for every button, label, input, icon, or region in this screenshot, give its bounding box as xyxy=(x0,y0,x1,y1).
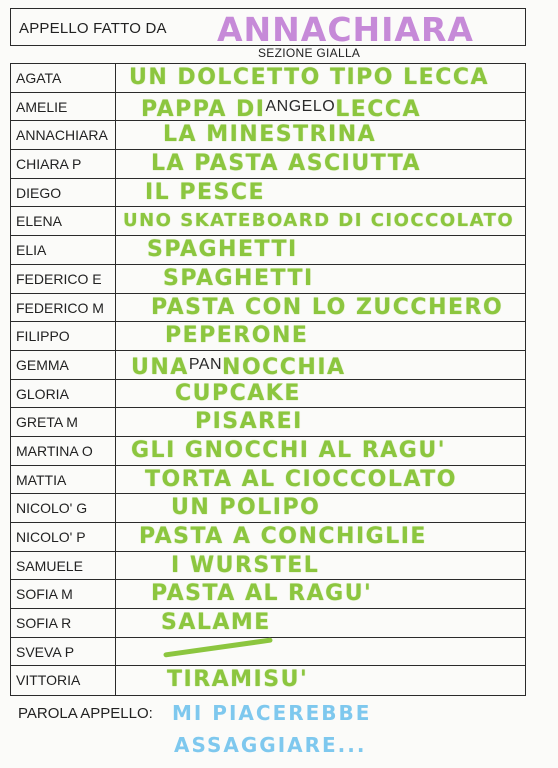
section-title: SEZIONE GIALLA xyxy=(258,46,361,60)
student-name: AGATA xyxy=(11,64,116,92)
student-name: FEDERICO M xyxy=(11,294,116,322)
table-row xyxy=(11,236,525,265)
table-row xyxy=(11,437,525,466)
header-label: APPELLO FATTO DA xyxy=(19,20,167,37)
answer-text: GLI GNOCCHI AL RAGU' xyxy=(131,437,446,463)
footer-phrase xyxy=(172,697,371,761)
student-name: SVEVA P xyxy=(11,638,116,666)
answer-text: PASTA CON LO ZUCCHERO xyxy=(151,294,504,320)
answer-text: UNO SKATEBOARD DI CIOCCOLATO xyxy=(123,210,515,232)
answer-text: UN POLIPO xyxy=(171,495,321,521)
answer-text: IL PESCE xyxy=(145,179,266,205)
food-answer xyxy=(161,606,271,640)
student-name: MATTIA xyxy=(11,466,116,494)
student-name: NICOLO' P xyxy=(11,523,116,551)
answer-text: TORTA AL CIOCCOLATO xyxy=(145,466,457,492)
table-row xyxy=(11,580,525,609)
student-name: FEDERICO E xyxy=(11,265,116,293)
roll-call-table xyxy=(10,63,526,696)
table-row xyxy=(11,380,525,409)
answer-text: PAPPA DI xyxy=(141,96,266,122)
student-name: SAMUELE xyxy=(11,552,116,580)
table-row xyxy=(11,64,525,93)
answer-insert: PAN xyxy=(188,355,223,373)
student-name: ANNACHIARA xyxy=(11,121,116,149)
table-row xyxy=(11,351,525,380)
footer-phrase-line-1: MI PIACEREBBE xyxy=(172,701,372,725)
table-row xyxy=(11,523,525,552)
answer-insert: ANGELO xyxy=(265,97,336,115)
blank-dash-mark xyxy=(163,637,273,657)
student-name: AMELIE xyxy=(11,93,116,121)
answer-text: UN DOLCETTO TIPO LECCA xyxy=(129,65,490,90)
footer-phrase-line-2: ASSAGGIARE... xyxy=(174,733,367,757)
answer-text: PEPERONE xyxy=(165,323,309,349)
footer-label: PAROLA APPELLO: xyxy=(18,705,153,722)
student-name: NICOLO' G xyxy=(11,494,116,522)
student-name: GEMMA xyxy=(11,351,116,379)
answer-text: PASTA A CONCHIGLIE xyxy=(139,524,427,549)
answer-text: LA PASTA ASCIUTTA xyxy=(151,151,422,177)
student-name: SOFIA M xyxy=(11,580,116,608)
student-name: GRETA M xyxy=(11,408,116,436)
table-row xyxy=(11,609,525,638)
caller-name: ANNACHIARA xyxy=(217,10,474,49)
student-name: DIEGO xyxy=(11,179,116,207)
answer-text: TIRAMISU' xyxy=(167,667,309,693)
table-row xyxy=(11,93,525,122)
table-row xyxy=(11,552,525,581)
answer-text: PASTA AL RAGU' xyxy=(151,581,373,607)
table-row xyxy=(11,294,525,323)
answer-text: CUPCAKE xyxy=(175,380,301,406)
student-name: MARTINA O xyxy=(11,437,116,465)
student-name: FILIPPO xyxy=(11,322,116,350)
student-name: ELENA xyxy=(11,207,116,235)
student-name: ELIA xyxy=(11,236,116,264)
answer-text: LA MINESTRINA xyxy=(163,122,377,148)
answer-text: I WURSTEL xyxy=(171,552,320,578)
table-row xyxy=(11,666,525,695)
answer-text: PISAREI xyxy=(195,409,303,435)
table-row xyxy=(11,466,525,495)
table-row xyxy=(11,150,525,179)
table-row xyxy=(11,207,525,236)
answer-text-continued: NOCCHIA xyxy=(222,354,346,380)
table-row xyxy=(11,179,525,208)
answer-text: SPAGHETTI xyxy=(147,237,298,263)
answer-text: SPAGHETTI xyxy=(163,265,314,291)
table-row xyxy=(11,408,525,437)
table-row xyxy=(11,322,525,351)
student-name: VITTORIA xyxy=(11,666,116,695)
answer-text: UNA xyxy=(131,354,189,380)
answer-text-continued: LECCA xyxy=(335,96,422,122)
answer-text: SALAME xyxy=(161,610,271,636)
student-name: SOFIA R xyxy=(11,609,116,637)
header-row xyxy=(10,8,526,49)
student-name: CHIARA P xyxy=(11,150,116,178)
table-row xyxy=(11,494,525,523)
food-answer xyxy=(167,663,308,697)
table-row xyxy=(11,121,525,150)
student-name: GLORIA xyxy=(11,380,116,408)
table-row xyxy=(11,265,525,294)
table-row xyxy=(11,638,525,667)
